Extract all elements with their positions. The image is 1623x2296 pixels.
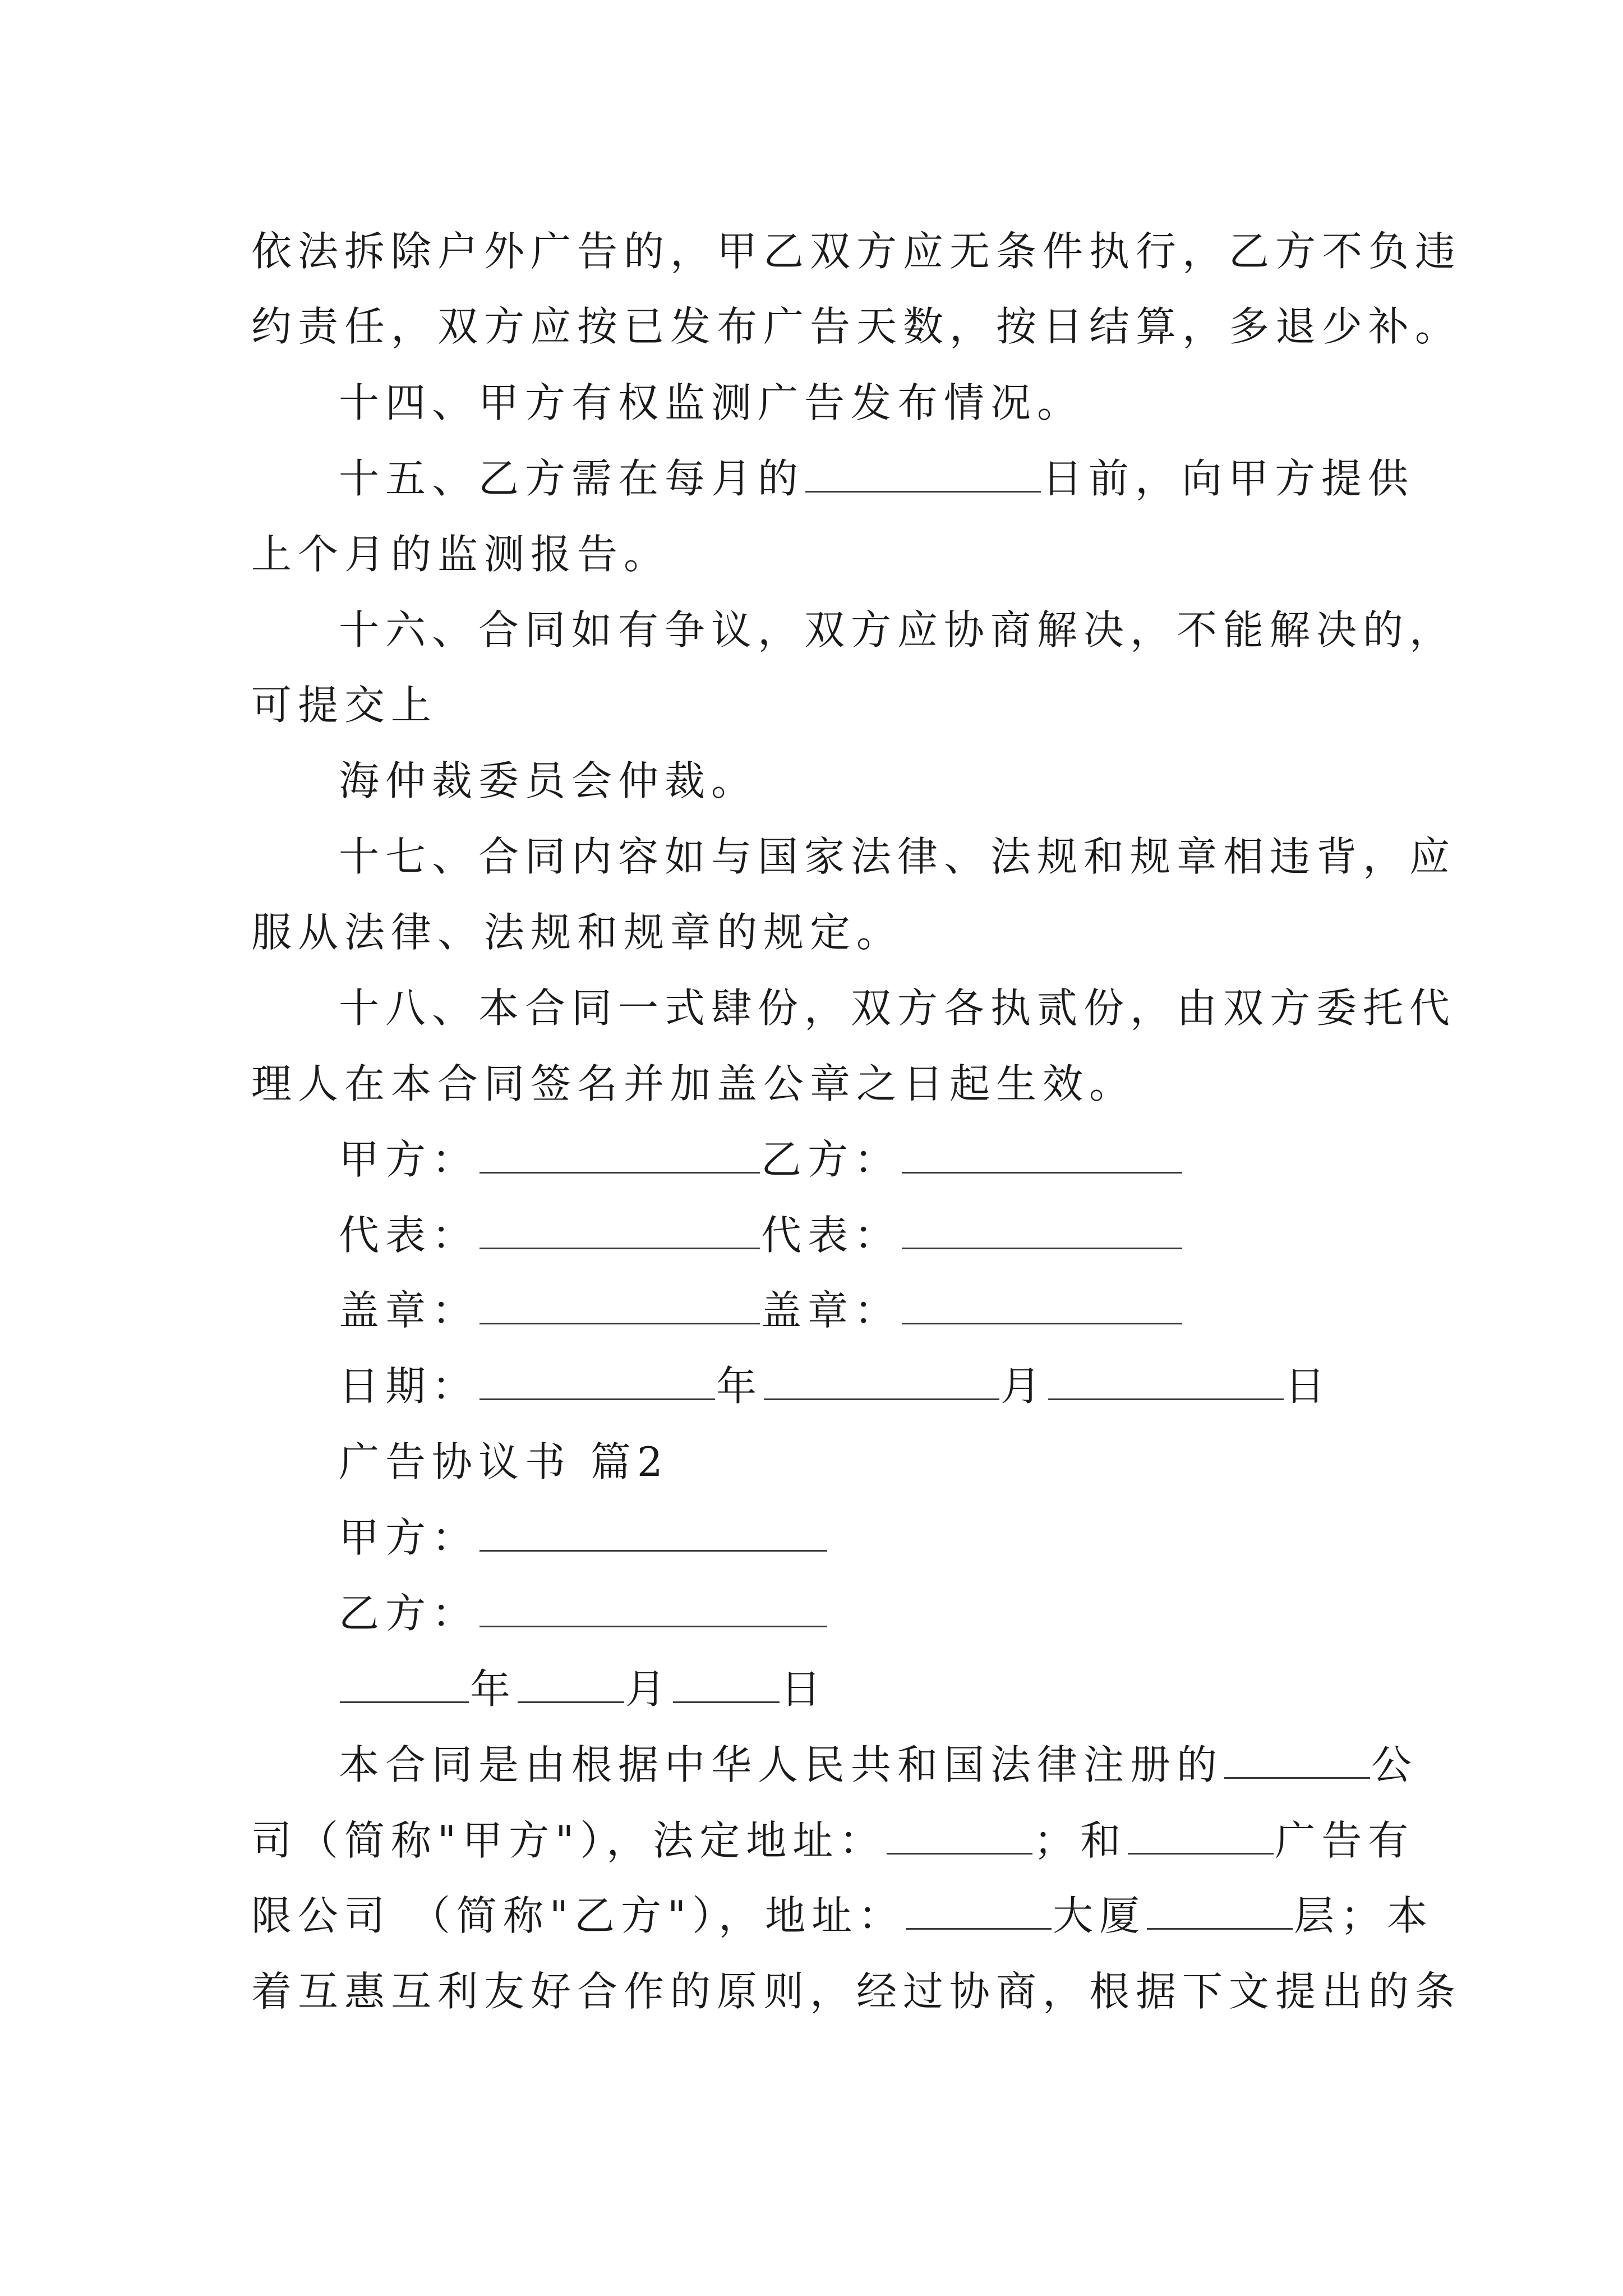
party-a-blank[interactable]: [479, 1512, 827, 1552]
year-label: 年: [470, 1665, 517, 1713]
party-a-label: 甲方：: [339, 1514, 479, 1561]
clause-15-text: 日前，向甲方提供: [1042, 455, 1415, 502]
clause-17: 十七、合同内容如与国家法律、法规和规章相违背，应: [339, 833, 1456, 880]
day-blank[interactable]: [1048, 1360, 1284, 1400]
clause-15: [339, 450, 1414, 507]
agency-blank[interactable]: [1128, 1815, 1274, 1855]
clause-14: 十四、甲方有权监测广告发布情况。: [339, 379, 1084, 426]
date-row: [339, 1661, 827, 1717]
text-line: 可提交上: [251, 682, 438, 729]
month-label: 月: [625, 1665, 672, 1713]
text-line: 上个月的监测报告。: [251, 531, 671, 578]
paragraph-text: 大厦: [1053, 1892, 1146, 1939]
party-a-label: 甲方：: [339, 1136, 479, 1183]
year-blank[interactable]: [479, 1360, 715, 1400]
company-blank[interactable]: [1224, 1739, 1370, 1779]
rep-a-label: 代表：: [339, 1212, 479, 1259]
paragraph-line: [339, 1737, 1418, 1793]
date-row: [339, 1358, 1331, 1414]
paragraph-line: [251, 1812, 1414, 1869]
text-line: 海仲裁委员会仲裁。: [339, 757, 758, 804]
paragraph-text: 层；本: [1294, 1892, 1434, 1939]
address-blank[interactable]: [887, 1815, 1032, 1855]
paragraph-text: 公: [1371, 1741, 1418, 1788]
paragraph-text: 限公司 （简称"乙方"），地址：: [251, 1892, 905, 1939]
seal-row: [339, 1282, 1183, 1338]
clause-18: 十八、本合同一式肆份，双方各执贰份，由双方委托代: [339, 984, 1456, 1032]
year-blank[interactable]: [340, 1663, 469, 1703]
day-blank[interactable]: [673, 1663, 780, 1703]
text-line: 依法拆除户外广告的，甲乙双方应无条件执行，乙方不负违: [251, 228, 1462, 275]
building-blank[interactable]: [906, 1890, 1052, 1930]
rep-a-blank[interactable]: [479, 1209, 760, 1249]
paragraph-text: 广告有: [1275, 1817, 1415, 1864]
seal-b-label: 盖章：: [761, 1287, 901, 1334]
party-a-row: [339, 1510, 828, 1566]
party-a-blank[interactable]: [479, 1134, 760, 1174]
text-line: 服从法律、法规和规章的规定。: [251, 909, 903, 956]
month-blank[interactable]: [764, 1360, 999, 1400]
representative-row: [339, 1207, 1183, 1263]
paragraph-text: 司（简称"甲方"），法定地址：: [251, 1817, 886, 1864]
year-label: 年: [716, 1363, 763, 1410]
month-label: 月: [1000, 1363, 1048, 1410]
day-blank[interactable]: [805, 453, 1041, 493]
day-label: 日: [781, 1665, 828, 1713]
date-label: 日期：: [339, 1363, 479, 1410]
month-blank[interactable]: [518, 1663, 624, 1703]
section-heading: 广告协议书 篇2: [339, 1438, 669, 1485]
rep-b-blank[interactable]: [902, 1209, 1182, 1249]
clause-16: 十六、合同如有争议，双方应协商解决，不能解决的，: [339, 606, 1456, 654]
rep-b-label: 代表：: [761, 1212, 901, 1259]
floor-blank[interactable]: [1147, 1890, 1293, 1930]
party-row: [339, 1131, 1183, 1188]
paragraph-text: 本合同是由根据中华人民共和国法律注册的: [339, 1741, 1224, 1788]
party-b-row: [339, 1585, 828, 1641]
seal-a-blank[interactable]: [479, 1285, 760, 1324]
party-b-label: 乙方：: [761, 1136, 901, 1183]
clause-15-text: 十五、乙方需在每月的: [339, 455, 805, 502]
party-b-blank[interactable]: [902, 1134, 1182, 1174]
seal-a-label: 盖章：: [339, 1287, 479, 1334]
seal-b-blank[interactable]: [902, 1285, 1182, 1324]
paragraph-text: ；和: [1034, 1817, 1127, 1864]
text-line: 约责任，双方应按已发布广告天数，按日结算，多退少补。: [251, 303, 1462, 350]
paragraph-line: 着互惠互利友好合作的原则，经过协商，根据下文提出的条: [251, 1968, 1462, 2015]
party-b-label: 乙方：: [339, 1590, 479, 1637]
party-b-blank[interactable]: [479, 1588, 827, 1627]
day-label: 日: [1285, 1363, 1332, 1410]
text-line: 理人在本合同签名并加盖公章之日起生效。: [251, 1060, 1136, 1107]
paragraph-line: [251, 1888, 1433, 1944]
